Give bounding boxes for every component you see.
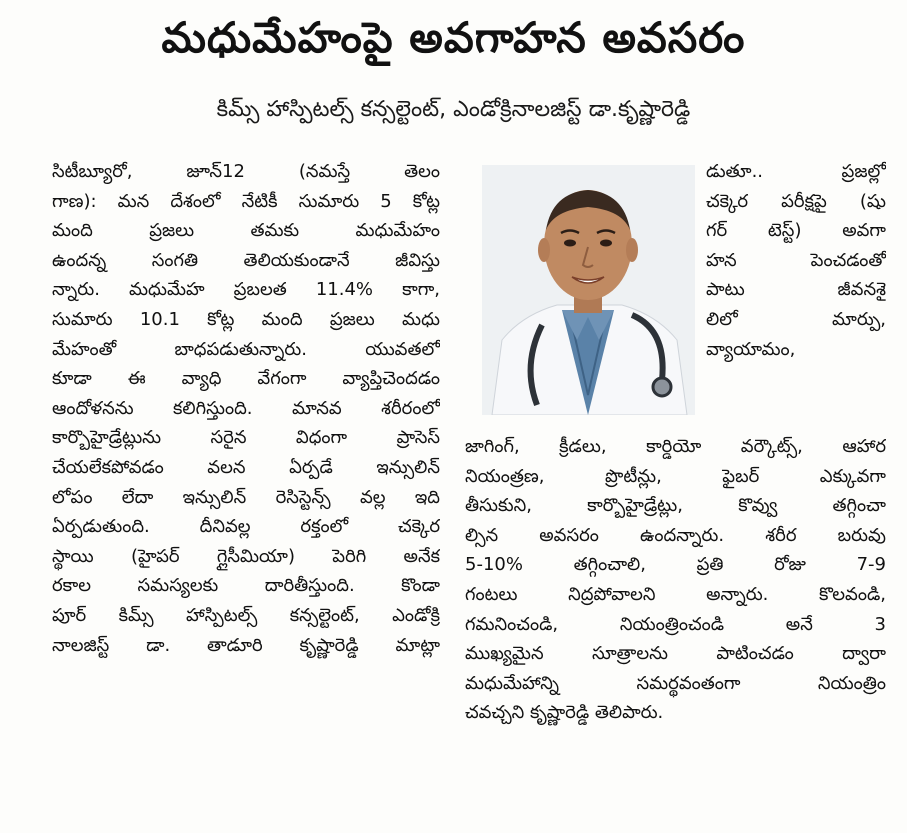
text-line: చవచ్చని కృష్ణారెడ్డి తెలిపారు.: [465, 702, 664, 724]
text-line: 5-10% తగ్గించాలి, ప్రతి రోజు 7-9: [465, 554, 886, 576]
text-line: గర్ టెస్ట్) అవగా: [706, 220, 886, 242]
text-line: సిటీబ్యూరో, జూన్12 (నమస్తే తెలం: [52, 161, 440, 182]
text-line: పాటు జీవనశై: [706, 279, 886, 301]
text-line: గాణ): మన దేశంలో నేటికీ సుమారు 5 కోట్ల: [52, 190, 440, 212]
text-line: రకాల సమస్యలకు దారితీస్తుంది. కొండా: [52, 575, 440, 597]
text-line: ఉందన్న సంగతి తెలియకుండానే జీవిస్తు: [52, 249, 440, 271]
text-line: డుతూ.. ప్రజల్లో: [706, 161, 886, 182]
text-line: గంటలు నిద్రపోవాలని అన్నారు. కొలవండి,: [465, 583, 886, 605]
text-line: ల్సిన అవసరం ఉందన్నారు. శరీర బరువు: [465, 524, 886, 546]
text-line: సుమారు 10.1 కోట్ల మంది ప్రజలు మధు: [52, 308, 440, 330]
text-line: హన పెంచడంతో: [706, 249, 886, 271]
text-line: చక్కెర పరీక్షపై (షు: [706, 190, 886, 212]
doctor-photo: [482, 165, 695, 415]
left-column: [52, 157, 440, 660]
text-line: గమనించండి, నియంత్రించండి అనే 3: [465, 613, 886, 635]
text-line: మంది ప్రజలు తమకు మధుమేహం: [52, 220, 440, 242]
text-line: చేయలేకపోవడం వలన ఏర్పడే ఇన్సులిన్: [52, 456, 440, 478]
text-line: మేహంతో బాధపడుతున్నారు. యువతలో: [52, 338, 440, 360]
text-line: కూడా ఈ వ్యాధి వేగంగా వ్యాప్తిచెందడం: [52, 368, 440, 390]
text-line: జాగింగ్, క్రీడలు, కార్డియో వర్కౌట్స్, ఆహార: [465, 436, 886, 457]
text-line: నియంత్రణ, ప్రొటీన్లు, ఫైబర్ ఎక్కువగా: [465, 465, 886, 487]
text-line: కార్బొహైడ్రేట్లును సరైన విధంగా ప్రాసెస్: [52, 427, 440, 449]
text-line: ఆందోళనను కలిగిస్తుంది. మానవ శరీరంలో: [52, 397, 440, 419]
headline: మధుమేహంపై అవగాహన అవసరం: [161, 13, 746, 62]
doctor-portrait-icon: [482, 165, 695, 415]
text-line: మధుమేహాన్ని సమర్థవంతంగా నియంత్రిం: [465, 672, 886, 694]
text-line: నాలజిస్ట్ డా. తాడూరి కృష్ణారెడ్డి మాట్లా: [52, 634, 440, 656]
right-column-bottom: [465, 432, 886, 728]
text-line: స్థాయి (హైపర్ గ్లైసీమియా) పెరిగి అనేక: [52, 545, 440, 567]
text-line: ఏర్పడుతుంది. దీనివల్ల రక్తంలో చక్కెర: [52, 516, 440, 538]
text-line: తీసుకుని, కార్బొహైడ్రేట్లు, కొవ్వు తగ్గించా: [465, 495, 886, 517]
text-line: వ్యాయామం,: [706, 338, 796, 360]
text-line: లిలో మార్పు,: [706, 308, 886, 330]
subheadline: కిమ్స్ హాస్పిటల్స్ కన్సల్టెంట్, ఎండోక్రినాలజిస్ట్ డా.కృష్ణారెడ్డి: [216, 97, 691, 122]
right-column-top: [706, 157, 886, 364]
text-line: లోపం లేదా ఇన్సులిన్ రెసిస్టెన్స్ వల్ల ఇది: [52, 486, 440, 508]
text-line: ముఖ్యమైన సూత్రాలను పాటించడం ద్వారా: [465, 643, 886, 665]
text-line: న్నారు. మధుమేహ ప్రబలత 11.4% కాగా,: [52, 279, 440, 301]
text-line: పూర్ కిమ్స్ హాస్పిటల్స్ కన్సల్టెంట్, ఎండోక్రి: [52, 604, 440, 626]
